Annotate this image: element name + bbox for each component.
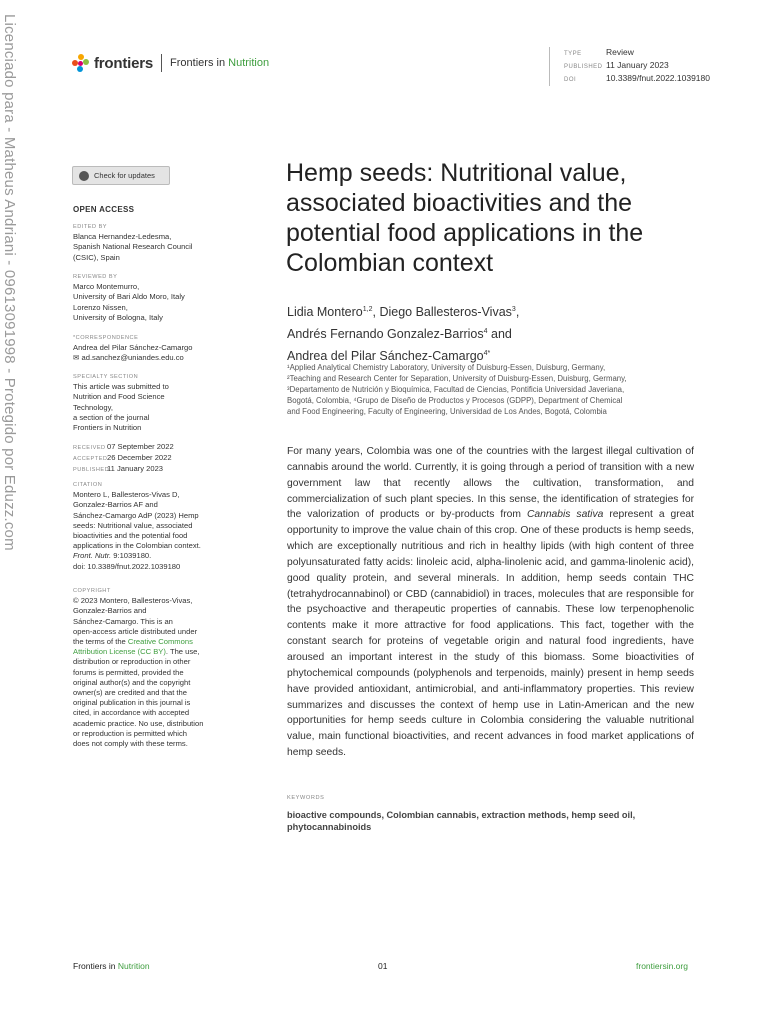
open-access-label: OPEN ACCESS xyxy=(73,205,135,214)
header-divider xyxy=(161,54,162,72)
article-meta: TYPE Review PUBLISHED 11 January 2023 DOI 10.3389/fnut.2022.1039180 xyxy=(549,47,710,86)
frontiers-logo-icon xyxy=(72,54,90,72)
check-updates-button[interactable]: Check for updates xyxy=(72,166,170,185)
update-icon xyxy=(79,171,89,181)
keywords-label: KEYWORDS xyxy=(287,795,325,801)
affiliations: ¹Applied Analytical Chemistry Laboratory, University of Duisburg-Essen, Duisburg, Germany, ²Teaching and Research Center for Separation, University of Duisburg-Essen, Duisburg, Germany, ³Departamento de Nutrición y Bioquímica, Facultad de Ciencias, Pontificia Universidad Javeriana, Bogotá, Colombia, ⁴Grupo de Diseño de Productos y Procesos (GDPP), Department of Chemical and Food Engineering, Faculty of Engineering, Universidad de Los Andes, Bogotá, Colombia xyxy=(287,363,627,416)
author: Andrea del Pilar Sánchez-Camargo$^{4*}$ xyxy=(287,349,491,364)
specialty-section: SPECIALTY SECTION This article was submitted to Nutrition and Food Science Technology, a section of the journal Frontiers in Nutrition xyxy=(73,374,169,433)
license-link[interactable]: Creative Commons xyxy=(127,637,193,647)
brand-name: frontiers xyxy=(94,54,154,72)
mail-icon: ✉ xyxy=(73,353,80,363)
author: Andrés Fernando Gonzalez-Barrios$^4$ and xyxy=(287,327,512,342)
license-link-cont[interactable]: Attribution License (CC BY) xyxy=(73,647,166,657)
article-title: Hemp seeds: Nutritional value, associated bioactivities and the potential food applications in the Colombian context xyxy=(286,159,644,277)
keywords: bioactive compounds, Colombian cannabis, extraction methods, hemp seed oil, phytocannabinoids xyxy=(287,810,636,832)
footer-site-link[interactable]: frontiersin.org xyxy=(636,961,688,971)
doi[interactable]: 10.3389/fnut.2022.1039180 xyxy=(606,73,710,83)
reviewed-by: REVIEWED BY Marco Montemurro, University of Bari Aldo Moro, Italy Lorenzo Nissen, University of Bologna, Italy xyxy=(73,274,185,322)
article-type: Review xyxy=(606,47,634,57)
article-dates: RECEIVED07 September 2022 ACCEPTED26 December 2022 PUBLISHED11 January 2023 xyxy=(73,442,174,474)
edited-by: EDITED BY Blanca Hernandez-Ledesma, Spanish National Research Council (CSIC), Spain xyxy=(73,224,193,262)
watermark-text: Licenciado para - Matheus Andriani - 09613091998 - Protegido por Eduzz.com xyxy=(1,14,18,551)
page-number: 01 xyxy=(378,961,388,971)
author: Lidia Montero$^{1,2}$, xyxy=(287,305,380,320)
author: Diego Ballesteros-Vivas$^3$, xyxy=(379,305,520,320)
correspondence: *CORRESPONDENCE Andrea del Pilar Sánchez-Camargo ✉ ad.sanchez@uniandes.edu.co xyxy=(73,335,193,363)
copyright: COPYRIGHT © 2023 Montero, Ballesteros-Vivas, Gonzalez-Barrios and Sánchez-Camargo. This is an open-access article distributed under the terms of the Creative Commons Attribution License (CC BY). The use, distribution or reproduction in other forums is permitted, provided the original author(s) and the copyright owner(s) are credited and that the original publication in this journal is cited, in accordance with accepted academic practice. No use, distribution or reproduction is permitted which does not comply with these terms. xyxy=(73,588,204,749)
footer-journal: Frontiers in Nutrition xyxy=(73,961,150,971)
journal-name: Frontiers in Nutrition xyxy=(170,57,270,69)
abstract: For many years, Colombia was one of the countries with the largest illegal cultivation of cannabis around the world. Currently, it is going through a period of transition with a new government law that recently allows the cultivation, transformation, and commercialization of such plant species. In this sense, the identification of strategies for the valorization of products or by-products from Cannabis sativa represent a great opportunity to improve the value chain of this crop. One of these products is hemp seeds, which are exceptionally nutritious and rich in healthy lipids (with high content of three polyunsaturated fatty acids: linoleic acid, alpha-linolenic acid, and gamma-linolenic acid), good quality protein, and several minerals. In addition, hemp seeds contain THC (tetrahydrocannabinol) or CBD (cannabidiol) in traces, molecules that are responsible for the psychoactive and therapeutic properties of cannabis. These low terpenophenolic contents make it more attractive for food applications. This fact, together with the constant search for proteins of vegetable origin and natural food ingredients, have aroused an important interest in the study of this biomass. Some bioactivities of phytochemical compounds (polyphenols and terpenoids, mainly) present in hemp seeds have provided antioxidant, antimicrobial, and anti-inflammatory properties. This review summarizes and discusses the context of hemp use in Latin-American and the new opportunities for hemp seeds culture in Colombia considering the valuable nutritional value, main functional bioactivities, and recent advances in food market applications of hemp seeds. xyxy=(287,446,695,759)
publish-date: 11 January 2023 xyxy=(606,60,669,70)
correspondence-email[interactable]: ad.sanchez@uniandes.edu.co xyxy=(81,353,184,363)
citation: CITATION Montero L, Ballesteros-Vivas D, Gonzalez-Barrios AF and Sánchez-Camargo AdP (2023) Hemp seeds: Nutritional value, associated bioactivities and the potential food applications in the Colombian context. Front. Nutr. 9:1039180. doi: 10.3389/fnut.2022.1039180 xyxy=(73,482,201,571)
author-list xyxy=(287,300,707,366)
watermark xyxy=(0,14,22,614)
journal-header xyxy=(72,54,269,72)
